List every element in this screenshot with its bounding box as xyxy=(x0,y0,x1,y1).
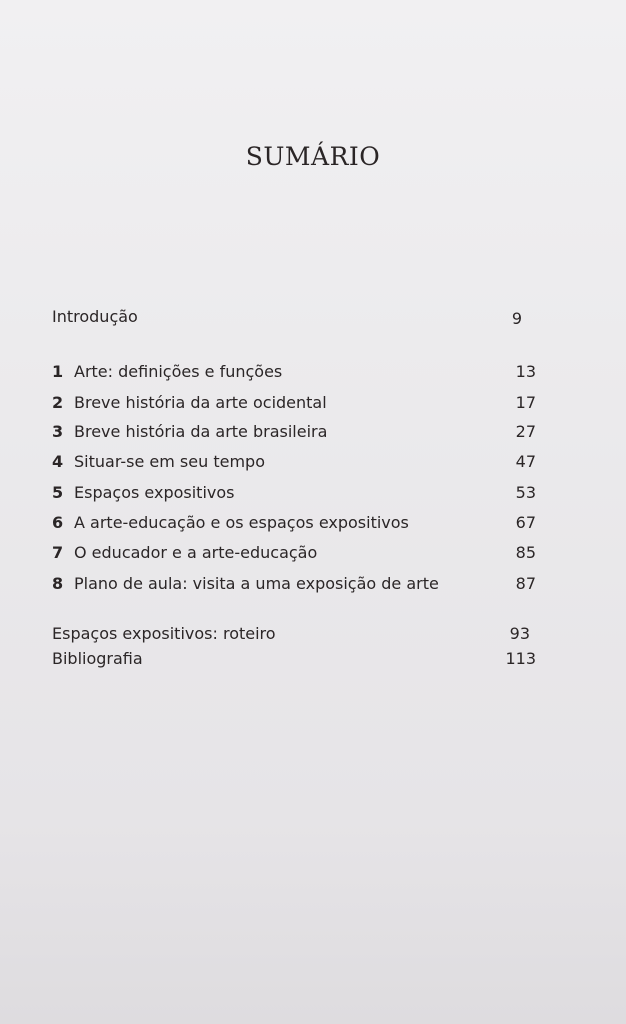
page-title: SUMÁRIO xyxy=(245,142,381,171)
toc-entry-page: 93 xyxy=(509,624,530,643)
toc-entry-page: 47 xyxy=(515,452,536,471)
chapter-number: 1 xyxy=(52,362,64,381)
chapter-title: Breve história da arte ocidental xyxy=(74,393,327,412)
chapter-title: Breve história da arte brasileira xyxy=(74,422,328,441)
chapter-number: 5 xyxy=(52,483,64,502)
toc-entry-page: 53 xyxy=(515,483,536,502)
toc-entry-label: Espaços expositivos: roteiro xyxy=(52,624,276,643)
chapter-number: 8 xyxy=(52,574,64,593)
chapter-title: Espaços expositivos xyxy=(74,483,235,502)
toc-entry-label: Bibliografia xyxy=(52,649,143,668)
chapter-title: Situar-se em seu tempo xyxy=(74,452,265,471)
chapter-number: 7 xyxy=(52,543,64,562)
toc-entry-page: 67 xyxy=(515,513,536,532)
chapter-title: Plano de aula: visita a uma exposição de arte xyxy=(74,574,439,593)
toc-entry-page: 113 xyxy=(505,649,536,668)
toc-entry-page: 27 xyxy=(515,422,536,441)
chapter-number: 3 xyxy=(52,422,64,441)
toc-entry-label: Introdução xyxy=(52,307,138,326)
chapter-title: Arte: definições e funções xyxy=(74,362,283,381)
chapter-number: 6 xyxy=(52,513,64,532)
toc-entry-page: 13 xyxy=(515,362,536,381)
toc-entry-page: 87 xyxy=(515,574,536,593)
chapter-number: 2 xyxy=(52,393,64,412)
chapter-title: A arte-educação e os espaços expositivos xyxy=(74,513,409,532)
toc-entry-page: 9 xyxy=(511,309,522,328)
toc-entry-page: 85 xyxy=(515,543,536,562)
toc-entry-page: 17 xyxy=(515,393,536,412)
chapter-title: O educador e a arte-educação xyxy=(74,543,318,562)
chapter-number: 4 xyxy=(52,452,64,471)
